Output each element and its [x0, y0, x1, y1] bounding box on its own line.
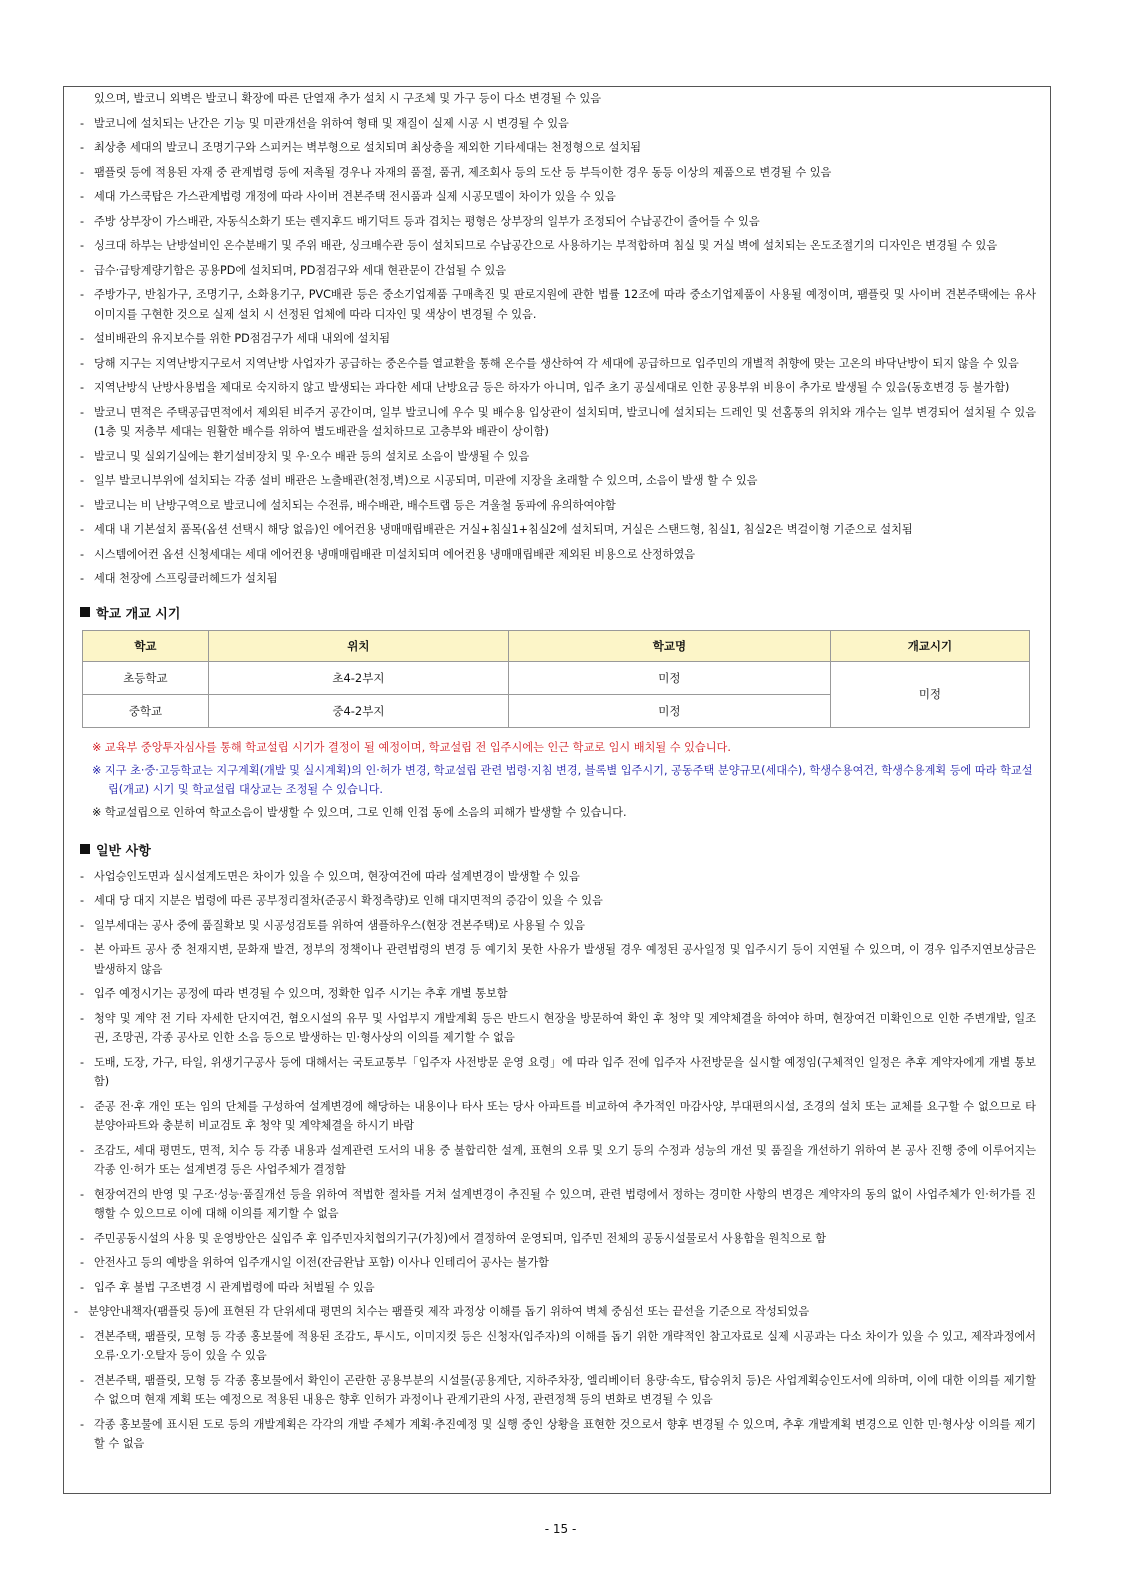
- header-location: 위치: [208, 630, 508, 661]
- list-item-text: 시스템에어컨 옵션 신청세대는 세대 에어컨용 냉매매립배관 미설치되며 에어컨용 냉매매립배관 제외된 비용으로 산정하였음: [94, 547, 696, 561]
- dash-bullet: -: [80, 1373, 85, 1387]
- list-item-text: 당해 지구는 지역난방지구로서 지역난방 사업자가 공급하는 중온수를 열교환을 통해 온수를 생산하여 각 세대에 공급하므로 입주민의 개별적 취향에 맞는 고온의 바닥난방이 되지 않을 수 있음: [94, 356, 1019, 370]
- list-item-text: 주방 상부장이 가스배관, 자동식소화기 또는 렌지후드 배기덕트 등과 겹치는 평형은 상부장의 일부가 조정되어 수납공간이 줄어들 수 있음: [94, 214, 760, 228]
- list-item-text: 도배, 도장, 가구, 타일, 위생기구공사 등에 대해서는 국토교통부「입주자 사전방문 운영 요령」에 따라 입주 전에 입주자 사전방문을 실시할 예정임(구체적인 일정은 추후 계약자에게 개별 통보함): [94, 1055, 1036, 1088]
- list-item-text: 급수·급탕계량기함은 공용PD에 설치되며, PD점검구와 세대 현관문이 간섭될 수 있음: [94, 263, 507, 277]
- top-list: [80, 114, 1036, 589]
- dash-bullet: -: [80, 572, 85, 585]
- general-section-title: [80, 840, 1036, 859]
- list-item-text: 견본주택, 팸플릿, 모형 등 각종 홍보물에 적용된 조감도, 투시도, 이미지컷 등은 신청자(입주자)의 이해를 돕기 위한 개략적인 참고자료로 실제 시공과는 다소 차이가 있을 수 있고, 제작과정에서 오류·오기·오탈자 등이 있을 수 있음: [94, 1329, 1036, 1362]
- dash-bullet: -: [80, 356, 85, 370]
- school-section-title: [80, 603, 1036, 622]
- page-frame: [63, 86, 1051, 1494]
- list-item-text: 세대 천장에 스프링클러헤드가 설치됨: [94, 572, 278, 585]
- dash-bullet: -: [80, 943, 85, 956]
- dash-bullet: -: [80, 1055, 85, 1069]
- page-number: - 15 -: [544, 1522, 577, 1536]
- table-header-row: [83, 630, 1030, 661]
- list-item: [80, 1141, 1036, 1180]
- general-title-text: 일반 사항: [96, 843, 151, 859]
- list-item: [80, 1327, 1036, 1366]
- list-item: [80, 496, 1036, 516]
- dash-bullet: -: [80, 165, 85, 179]
- table-row: [83, 661, 1030, 694]
- cell-location: 중4-2부지: [208, 694, 508, 727]
- general-list-after: [80, 1327, 1036, 1454]
- school-table: [82, 630, 1030, 728]
- dash-bullet: -: [74, 1305, 79, 1318]
- cell-opening: 미정: [830, 661, 1029, 727]
- list-item-text: 본 아파트 공사 중 천재지변, 문화재 발견, 정부의 정책이나 관련법령의 변경 등 예기치 못한 사유가 발생될 경우 예정된 공사일정 및 입주시기 등이 지연될 수 있으며, 이 경우 입주지연보상금은 발생하지 않음: [94, 943, 1036, 976]
- school-note: ※ 교육부 중앙투자심사를 통해 학교설립 시기가 결정이 될 예정이며, 학교설립 전 입주시에는 인근 학교로 임시 배치될 수 있습니다.: [92, 740, 731, 754]
- dash-bullet: -: [80, 547, 85, 561]
- content: [64, 87, 1050, 1454]
- list-item-text: 일부 발코니부위에 설치되는 각종 설비 배관은 노출배관(천정,벽)으로 시공되며, 미관에 지장을 초래할 수 있으며, 소음이 발생 할 수 있음: [94, 474, 758, 487]
- dash-bullet: -: [80, 474, 85, 487]
- dash-bullet: -: [80, 449, 85, 463]
- dash-bullet: -: [80, 1329, 85, 1343]
- list-item: [80, 378, 1036, 398]
- dash-bullet: -: [80, 1231, 85, 1245]
- list-item-text: 세대 내 기본설치 품목(옵션 선택시 해당 없음)인 에어컨용 냉매매립배관은 거실+침실1+침실2에 설치되며, 거실은 스탠드형, 침실1, 침실2은 벽걸이형 기준으로 설치됨: [94, 523, 913, 536]
- list-item: [80, 187, 1036, 207]
- dash-bullet: -: [80, 1256, 85, 1269]
- list-item: [80, 114, 1036, 134]
- header-opening: 개교시기: [830, 630, 1029, 661]
- list-item: [80, 212, 1036, 232]
- list-item-text: 입주 예정시기는 공정에 따라 변경될 수 있으며, 정확한 입주 시기는 추후 개별 통보함: [94, 987, 508, 1000]
- cell-school: 초등학교: [83, 661, 209, 694]
- list-item: [80, 138, 1036, 158]
- dash-bullet: -: [80, 1011, 85, 1025]
- square-bullet-icon: [80, 844, 90, 854]
- list-item: [80, 916, 1036, 936]
- list-item-text: 설비배관의 유지보수를 위한 PD점검구가 세대 내외에 설치됨: [94, 332, 391, 345]
- list-item-text: 준공 전·후 개인 또는 임의 단체를 구성하여 설계변경에 해당하는 내용이나 타사 또는 당사 아파트를 비교하여 추가적인 마감사양, 부대편의시설, 조경의 설치 또는 교체를 요구할 수 없으므로 타 분양아파트와 충분히 비교검토 후 청약 및 계약체결을 하시기 바람: [94, 1099, 1036, 1132]
- dash-bullet: -: [80, 263, 85, 277]
- dash-bullet: -: [80, 1280, 85, 1294]
- list-item-text: 지역난방식 난방사용법을 제대로 숙지하지 않고 발생되는 과다한 세대 난방요금 등은 하자가 아니며, 입주 초기 공실세대로 인한 공용부위 비용이 추가로 발생될 수 있음(동호변경 등 불가함): [94, 381, 1010, 394]
- list-item: [80, 329, 1036, 349]
- school-note: ※ 지구 초·중·고등학교는 지구계획(개발 및 실시계획)의 인·허가 변경, 학교설립 관련 법령·지침 변경, 블록별 입주시기, 공동주택 분양규모(세대수), 학생수용여건, 학생수용계획 등에 따라 학교설립(개교) 시기 및 학교설립 대상교는 조정될 수 있습니다.: [92, 763, 1033, 796]
- list-item: [80, 940, 1036, 979]
- list-item-text: 분양안내책자(팸플릿 등)에 표현된 각 단위세대 평면의 치수는 팸플릿 제작 과정상 이해를 돕기 위하여 벽체 중심선 또는 끝선을 기준으로 작성되었음: [88, 1305, 810, 1318]
- dash-bullet: -: [80, 523, 85, 536]
- list-item-text: 각종 홍보물에 표시된 도로 등의 개발계획은 각각의 개발 주체가 계획·추진예정 및 실행 중인 상황을 표현한 것으로서 향후 변경될 수 있으며, 추후 개발계획 변경으로 인한 민·형사상 이의를 제기할 수 없음: [94, 1417, 1036, 1450]
- school-note: ※ 학교설립으로 인하여 학교소음이 발생할 수 있으며, 그로 인해 인접 동에 소음의 피해가 발생할 수 있습니다.: [92, 805, 627, 819]
- dash-bullet: -: [80, 381, 85, 394]
- dash-bullet: -: [80, 288, 85, 301]
- list-item: [80, 520, 1036, 540]
- list-item-text: 세대 당 대지 지분은 법령에 따른 공부정리절차(준공시 확정측량)로 인해 대지면적의 증감이 있을 수 있음: [94, 894, 603, 907]
- dash-bullet: -: [80, 405, 85, 419]
- list-item: [80, 545, 1036, 565]
- school-title-text: 학교 개교 시기: [96, 606, 181, 622]
- list-item: [80, 867, 1036, 887]
- list-item: [80, 236, 1036, 256]
- list-item-text: 현장여건의 반영 및 구조·성능·품질개선 등을 위하여 적법한 절차를 거쳐 설계변경이 추진될 수 있으며, 관련 법령에서 정하는 경미한 사항의 변경은 계약자의 동의 없이 사업주체가 인·허가를 진행할 수 있으므로 이에 대해 이의를 제기할 수 없음: [94, 1187, 1036, 1220]
- dash-bullet: -: [80, 1143, 85, 1157]
- dash-bullet: -: [80, 1099, 85, 1113]
- list-item: [80, 285, 1036, 324]
- list-item-text: 일부세대는 공사 중에 품질확보 및 시공성검토를 위하여 샘플하우스(현장 견본주택)로 사용될 수 있음: [94, 918, 585, 932]
- list-item-text: 발코니는 비 난방구역으로 발코니에 설치되는 수전류, 배수배관, 배수트랩 등은 겨울철 동파에 유의하여야함: [94, 498, 616, 512]
- list-item: [80, 1097, 1036, 1136]
- list-item: 있으며, 발코니 외벽은 발코니 확장에 따른 단열재 추가 설치 시 구조체 및 가구 등이 다소 변경될 수 있음: [94, 92, 602, 105]
- cell-location: 초4-2부지: [208, 661, 508, 694]
- dash-bullet: -: [80, 332, 85, 345]
- list-item: [80, 471, 1036, 491]
- list-item-text: 견본주택, 팸플릿, 모형 등 각종 홍보물에서 확인이 곤란한 공용부분의 시설물(공용계단, 지하주차장, 엘리베이터 용량·속도, 탑승위치 등)은 사업계획승인도서에 의하며, 이에 대한 이의를 제기할 수 없으며 현재 계획 또는 예정으로 적용된 내용은 향후 인허가 과정이나 관계기관의 사정, 관련정책 등의 변화로 변경될 수 있음: [94, 1373, 1036, 1406]
- list-item-text: 세대 가스쿡탑은 가스관계법령 개정에 따라 사이버 견본주택 전시품과 실제 시공모델이 차이가 있을 수 있음: [94, 190, 616, 203]
- cell-school: 중학교: [83, 694, 209, 727]
- list-item: [80, 569, 1036, 589]
- dash-bullet: -: [80, 190, 85, 203]
- list-item-text: 사업승인도면과 실시설계도면은 차이가 있을 수 있으며, 현장여건에 따라 설계변경이 발생할 수 있음: [94, 869, 580, 883]
- list-item: [80, 163, 1036, 183]
- general-list: [80, 867, 1036, 1298]
- list-item: [80, 984, 1036, 1004]
- list-item-text: 안전사고 등의 예방을 위하여 입주개시일 이전(잔금완납 포함) 이사나 인테리어 공사는 불가함: [94, 1256, 549, 1269]
- dash-bullet: -: [80, 1417, 85, 1431]
- list-item: [80, 403, 1036, 442]
- list-item-text: 발코니 및 실외기실에는 환기설비장치 및 우·오수 배관 등의 설치로 소음이 발생될 수 있음: [94, 449, 530, 463]
- list-item: [80, 1371, 1036, 1410]
- list-item: [80, 354, 1036, 374]
- list-item: [80, 1253, 1036, 1273]
- dash-bullet: -: [80, 894, 85, 907]
- dash-bullet: -: [80, 239, 85, 252]
- list-item-text: 주민공동시설의 사용 및 운영방안은 실입주 후 입주민자치협의기구(가칭)에서 결정하여 운영되며, 입주민 전체의 공동시설물로서 사용함을 원칙으로 함: [94, 1231, 827, 1245]
- list-item-text: 조감도, 세대 평면도, 면적, 치수 등 각종 내용과 설계관련 도서의 내용 중 불합리한 설계, 표현의 오류 및 오기 등의 수정과 성능의 개선 및 품질을 개선하기 위하여 본 공사 진행 중에 이루어지는 각종 인·허가 또는 설계변경 등은 사업주체가 결정함: [94, 1143, 1036, 1176]
- list-item: [80, 1278, 1036, 1298]
- list-item: [80, 447, 1036, 467]
- dash-bullet: -: [80, 1187, 85, 1201]
- dash-bullet: -: [80, 918, 85, 932]
- dash-bullet: -: [80, 498, 85, 512]
- list-item: [80, 891, 1036, 911]
- list-item: [80, 1229, 1036, 1249]
- dash-bullet: -: [80, 214, 85, 228]
- list-item-text: 싱크대 하부는 난방설비인 온수분배기 및 주위 배관, 싱크배수관 등이 설치되므로 수납공간으로 사용하기는 부적합하며 침실 및 거실 벽에 설치되는 온도조절기의 디자인은 변경될 수 있음: [94, 239, 998, 252]
- dash-bullet: -: [80, 987, 85, 1000]
- list-item: [80, 1053, 1036, 1092]
- cell-name: 미정: [508, 694, 830, 727]
- list-item-text: 주방가구, 반침가구, 조명기구, 소화용기구, PVC배관 등은 중소기업제품 구매촉진 및 판로지원에 관한 법률 12조에 따라 중소기업제품이 사용될 예정이며, 팸플릿 및 사이버 견본주택에는 유사 이미지를 구현한 것으로 실제 설치 시 선정된 업체에 따라 디자인 및 색상이 변경될 수 있음.: [94, 288, 1036, 321]
- list-item: [80, 1009, 1036, 1048]
- list-item: [80, 1185, 1036, 1224]
- header-school: 학교: [83, 630, 209, 661]
- dash-bullet: -: [80, 116, 85, 130]
- header-name: 학교명: [508, 630, 830, 661]
- list-item: [80, 261, 1036, 281]
- list-item-text: 팸플릿 등에 적용된 자재 중 관계법령 등에 저촉될 경우나 자재의 품절, 품귀, 제조회사 등의 도산 등 부득이한 경우 동등 이상의 제품으로 변경될 수 있음: [94, 165, 832, 179]
- list-item-text: 최상층 세대의 발코니 조명기구와 스피커는 벽부형으로 설치되며 최상층을 제외한 기타세대는 천정형으로 설치됨: [94, 141, 642, 154]
- cell-name: 미정: [508, 661, 830, 694]
- square-bullet-icon: [80, 607, 90, 617]
- list-item: [74, 1302, 1036, 1322]
- list-item-text: 발코니 면적은 주택공급면적에서 제외된 비주거 공간이며, 일부 발코니에 우수 및 배수용 입상관이 설치되며, 발코니에 설치되는 드레인 및 선홈통의 위치와 개수는 일부 변경되어 설치될 수 있음(1층 및 저층부 세대는 원활한 배수를 위하여 별도배관을 설치하므로 고층부와 배관이 상이함): [94, 405, 1036, 438]
- dash-bullet: -: [80, 141, 85, 154]
- list-item-text: 입주 후 불법 구조변경 시 관계법령에 따라 처벌될 수 있음: [94, 1280, 375, 1294]
- list-item: [80, 1415, 1036, 1454]
- dash-bullet: -: [80, 869, 85, 883]
- list-item-text: 발코니에 설치되는 난간은 기능 및 미관개선을 위하여 형태 및 재질이 실제 시공 시 변경될 수 있음: [94, 116, 569, 130]
- list-item-text: 청약 및 계약 전 기타 자세한 단지여건, 혐오시설의 유무 및 사업부지 개발계획 등은 반드시 현장을 방문하여 확인 후 청약 및 계약체결을 하여야 하며, 현장여건 미확인으로 인한 주변개발, 일조권, 조망권, 각종 공사로 인한 소음 등으로 발생하는 민·형사상의 이의를 제기할 수 없음: [94, 1011, 1036, 1044]
